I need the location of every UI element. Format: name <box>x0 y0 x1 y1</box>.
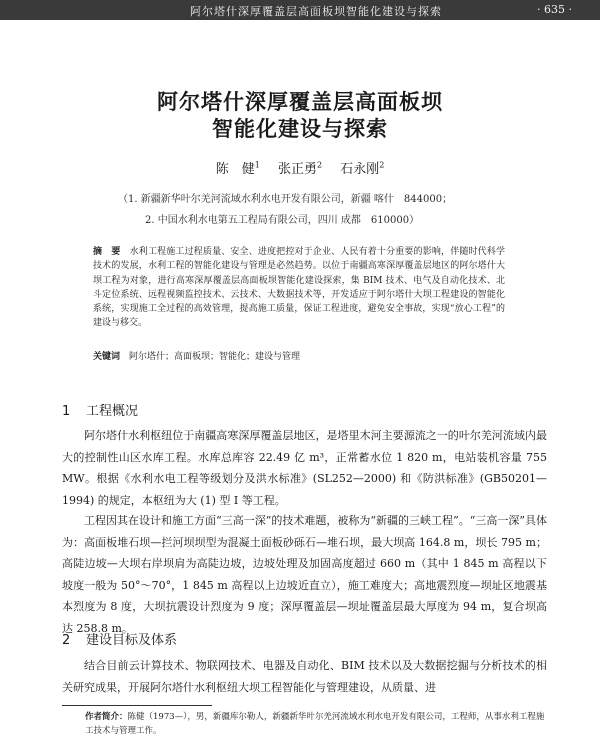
footnote-divider <box>62 705 212 706</box>
running-header <box>0 0 600 20</box>
author-affil-mark: 2 <box>316 160 323 170</box>
author-name: 张正勇 <box>277 162 317 177</box>
section-number: 2 <box>62 633 71 648</box>
section-heading-1 <box>62 400 138 419</box>
footnote-label: 作者简介： <box>85 712 128 722</box>
keywords-text: 阿尔塔什；高面板坝；智能化；建设与管理 <box>129 352 301 362</box>
section-heading-2 <box>62 629 177 648</box>
abstract-label: 摘 要 <box>93 247 121 257</box>
author-affil-mark: 1 <box>254 160 260 170</box>
paper-title-line-1: 阿尔塔什深厚覆盖层高面板坝 <box>157 90 443 114</box>
affiliation-line-2: 2. 中国水利水电第五工程局有限公司，四川 成都 610000） <box>145 215 420 226</box>
page-number: · 635 · <box>537 3 572 16</box>
section-title: 建设目标及体系 <box>86 633 178 648</box>
author-name: 石永刚 <box>340 162 380 177</box>
body-paragraph: 工程因其在设计和施工方面“三高一深”的技术难题，被称为“新疆的三峡工程”。“三高一深”具体为：高面板堆石坝—拦河坝坝型为混凝土面板砂砾石—堆石坝，最大坝高 164.8 m，坝长 795 m；高陡边坡—大坝右岸坝肩为高陡边坡，边坡处理及加固高度超过 660 m（其中 1 845 m 高程以下坡度一般为 50°～70°，1 845 m 高程以上边坡近直立），施工难度大；高地震烈度—坝址区地震基本烈度为 8 度，大坝抗震设计烈度为 9 度；深厚覆盖层—坝址覆盖层最大厚度为 94 m，复合坝高达 258.8 m。 <box>62 514 547 635</box>
paper-title-line-2: 智能化建设与探索 <box>212 117 388 141</box>
section-title: 工程概况 <box>86 404 139 419</box>
body-paragraph: 阿尔塔什水利枢纽位于南疆高寒深厚覆盖层地区，是塔里木河主要源流之一的叶尔羌河流域内最大的控制性山区水库工程。水库总库容 22.49 亿 m³，正常蓄水位 1 820 m，电站装机容量 755 MW。根据《水利水电工程等级划分及洪水标准》(SL252—2000) 和《防洪标准》(GB50201—1994) 的规定，本枢纽为大 (1) 型 I 等工程。 <box>62 429 547 507</box>
section-number: 1 <box>62 404 71 419</box>
affiliation-line-1: （1. 新疆新华叶尔羌河流域水利水电开发有限公司，新疆 喀什 844000； <box>118 194 453 205</box>
author-name: 陈 健 <box>215 162 255 177</box>
author <box>278 162 322 177</box>
keywords <box>93 349 505 362</box>
running-title: 阿尔塔什深厚覆盖层高面板坝智能化建设与探索 <box>190 5 442 18</box>
abstract <box>93 245 505 331</box>
author-list <box>0 158 600 177</box>
keywords-label: 关键词 <box>93 352 121 362</box>
footnote <box>85 710 547 738</box>
body-paragraph: 结合目前云计算技术、物联网技术、电器及自动化、BIM 技术以及大数据挖掘与分析技术的相关研究成果，开展阿尔塔什水利枢纽大坝工程智能化与管理建设，从质量、进 <box>62 659 547 694</box>
author <box>340 162 384 177</box>
abstract-text: 水利工程施工过程质量、安全、进度把控对于企业、人民有着十分重要的影响，伴随时代科学技术的发展，水利工程的智能化建设与管理是必然趋势。以位于南疆高寒深厚覆盖层地区的阿尔塔什大坝工程为对象，进行高寒深厚覆盖层高面板坝智能化建设探索，集 BIM 技术、电气及自动化技术、北斗定位系统、远程视频监控技术、云技术、大数据技术等，开发适应于阿尔塔什大坝工程建设的智能化系统，实现施工全过程的高效管理，提高施工质量，保证工程进度，避免安全事故，实现“放心工程”的建设与移交。 <box>93 247 505 329</box>
author-affil-mark: 2 <box>379 160 385 170</box>
footnote-text: 陈健（1973—），男，新疆库尔勒人，新疆新华叶尔羌河流域水利水电开发有限公司，工程师，从事水利工程施工技术与管理工作。 <box>85 712 545 736</box>
author <box>216 162 260 177</box>
